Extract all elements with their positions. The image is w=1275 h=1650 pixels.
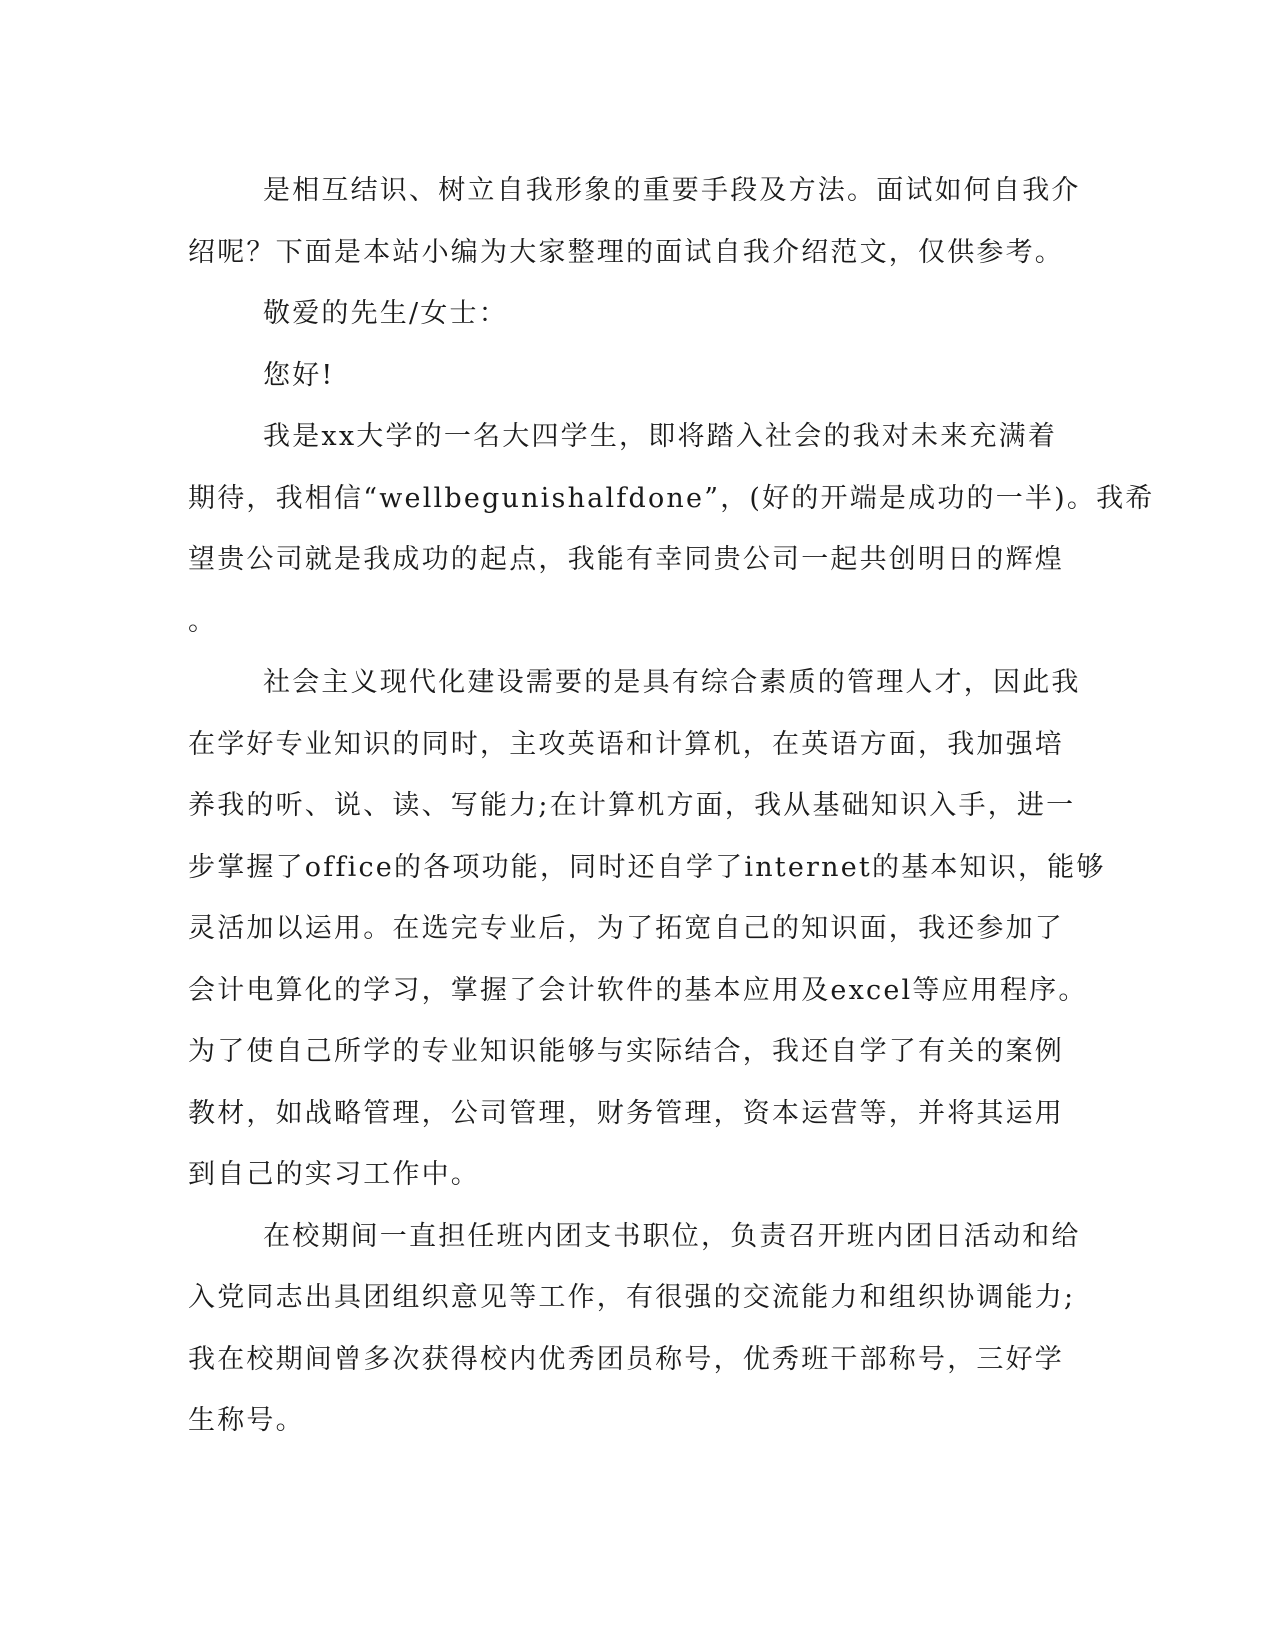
salutation-line: 敬爱的先生/女士： [263,298,508,329]
text-line: 是相互结识、树立自我形象的重要手段及方法。面试如何自我介 [263,175,1081,206]
document-body [188,160,1155,1452]
text-line: 社会主义现代化建设需要的是具有综合素质的管理人才，因此我 [263,667,1081,698]
text-line: 期待，我相信“wellbegunishalfdone”，(好的开端是成功的一半)。我希 [188,482,1155,514]
text-line: 为了使自己所学的专业知识能够与实际结合，我还自学了有关的案例 [188,1036,1064,1067]
text-line: 养我的听、说、读、写能力;在计算机方面，我从基础知识入手，进一 [188,790,1076,821]
text-line: 在校期间一直担任班内团支书职位，负责召开班内团日活动和给 [263,1220,1081,1252]
text-line: 灵活加以运用。在选完专业后，为了拓宽自己的知识面，我还参加了 [188,913,1064,944]
text-line: 会计电算化的学习，掌握了会计软件的基本应用及excel等应用程序。 [188,974,1088,1006]
text-line: 我是xx大学的一名大四学生，即将踏入社会的我对未来充满着 [263,421,1058,452]
text-line: 教材，如战略管理，公司管理，财务管理，资本运营等，并将其运用 [188,1097,1064,1129]
greeting-line: 您好! [263,359,335,391]
text-line: 我在校期间曾多次获得校内优秀团员称号，优秀班干部称号，三好学 [188,1343,1064,1375]
text-line: 生称号。 [188,1405,305,1436]
text-line: 入党同志出具团组织意见等工作，有很强的交流能力和组织协调能力; [188,1282,1076,1313]
text-line: 在学好专业知识的同时，主攻英语和计算机，在英语方面，我加强培 [188,728,1064,760]
text-line: 。 [188,605,218,637]
text-line: 绍呢？下面是本站小编为大家整理的面试自我介绍范文，仅供参考。 [188,236,1064,268]
text-line: 到自己的实习工作中。 [188,1159,480,1190]
text-line: 步掌握了office的各项功能，同时还自学了internet的基本知识，能够 [188,851,1106,883]
text-line: 望贵公司就是我成功的起点，我能有幸同贵公司一起共创明日的辉煌 [188,544,1064,575]
